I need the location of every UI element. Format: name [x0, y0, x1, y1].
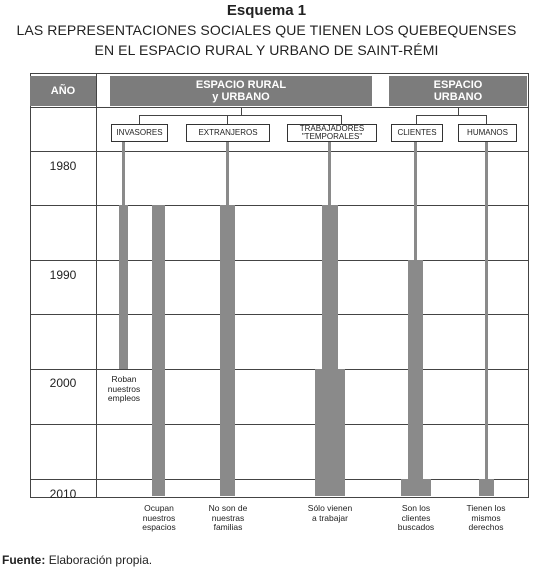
diagram-subtitle-line2: EN EL ESPACIO RURAL Y URBANO DE SAINT-RÉMI: [94, 42, 439, 58]
bar-clientes-upper: [408, 260, 423, 479]
rural-urban-header-line2: y URBANO: [212, 91, 270, 103]
label-line: Roban: [111, 374, 137, 384]
clientes-stem: [414, 142, 417, 260]
connector-drop: [416, 115, 417, 124]
urban-connector: [416, 115, 486, 116]
label-no-son-de-nuestras-familias: [193, 504, 263, 533]
table-left-border: [30, 73, 31, 498]
category-trabajadores-line1: TRABAJADORES: [299, 124, 365, 133]
row-line: [30, 479, 529, 480]
rural-urban-header-line1: ESPACIO RURAL: [195, 79, 287, 91]
label-line: a trabajar: [312, 512, 348, 523]
extranjeros-stem: [226, 142, 229, 205]
label-line: nuestras: [211, 512, 245, 523]
category-trabajadores-line2: "TEMPORALES": [301, 132, 363, 141]
label-line: mismos: [471, 512, 501, 523]
table-top-border: [30, 73, 529, 74]
connector-drop: [486, 115, 487, 124]
label-line: espacios: [142, 522, 176, 532]
label-line: Son los: [401, 503, 431, 513]
rural-urban-connector: [139, 115, 341, 116]
label-line: Tienen los: [466, 503, 506, 513]
row-line: [30, 260, 529, 261]
label-line: Sólo vienen: [307, 503, 353, 513]
bar-trabajadores-upper: [322, 205, 338, 369]
bar-clientes-lower: [401, 479, 431, 496]
label-line: No son de: [208, 503, 248, 513]
humanos-stem: [485, 142, 488, 479]
year-label-1990: 1990: [49, 268, 77, 282]
diagram-title: Esquema 1: [226, 2, 307, 19]
connector-drop: [341, 115, 342, 124]
bar-humanos: [479, 479, 494, 496]
label-tienen-los-mismos-derechos: [451, 504, 521, 533]
label-line: empleos: [107, 393, 141, 403]
row-line: [30, 205, 529, 206]
label-ocupan-nuestros-espacios: [124, 504, 194, 533]
label-line: nuestros: [107, 383, 141, 394]
bar-invasores: [119, 205, 128, 369]
year-column-divider: [96, 73, 97, 498]
row-line: [30, 151, 529, 152]
table-right-border: [528, 73, 529, 498]
row-line: [30, 107, 529, 108]
bar-extranjeros: [220, 205, 235, 496]
category-trabajadores-temporales: [287, 124, 377, 142]
bar-espacios: [152, 205, 165, 496]
year-label-2010: 2010: [49, 487, 77, 501]
year-label-2000: 2000: [49, 376, 77, 390]
source-label: Fuente:: [2, 553, 46, 567]
row-line: [30, 424, 529, 425]
label-roban-nuestros-empleos: [89, 375, 159, 404]
rural-urban-header: [110, 76, 372, 106]
source-text: Elaboración propia.: [48, 553, 153, 567]
bar-trabajadores-lower: [315, 369, 345, 496]
urban-header: [389, 76, 527, 106]
urban-connector-stem: [458, 107, 459, 115]
category-clientes: CLIENTES: [391, 124, 443, 142]
label-line: clientes: [401, 512, 431, 523]
label-line: familias: [213, 522, 243, 532]
label-son-los-clientes-buscados: [381, 504, 451, 533]
urban-header-line2: URBANO: [433, 91, 483, 103]
category-humanos: HUMANOS: [458, 124, 517, 142]
diagram-subtitle-line1: LAS REPRESENTACIONES SOCIALES QUE TIENEN LOS QUEBEQUENSES: [16, 22, 517, 38]
label-line: derechos: [468, 522, 504, 532]
connector-drop: [139, 115, 140, 124]
rural-urban-connector-stem: [241, 107, 242, 115]
row-line: [30, 369, 529, 370]
urban-header-line1: ESPACIO: [433, 79, 483, 91]
trabajadores-stem: [328, 142, 331, 205]
label-solo-vienen-a-trabajar: [295, 504, 365, 523]
year-header: AÑO: [30, 76, 96, 106]
label-line: buscados: [397, 522, 435, 532]
connector-drop: [227, 115, 228, 124]
category-extranjeros: EXTRANJEROS: [186, 124, 270, 142]
invasores-stem: [122, 142, 125, 205]
row-line: [30, 314, 529, 315]
source-note: [2, 553, 152, 567]
label-line: Ocupan: [144, 503, 174, 513]
year-label-1980: 1980: [49, 159, 77, 173]
label-line: nuestros: [142, 512, 176, 523]
category-invasores: INVASORES: [111, 124, 168, 142]
table-bottom-border: [30, 497, 529, 498]
